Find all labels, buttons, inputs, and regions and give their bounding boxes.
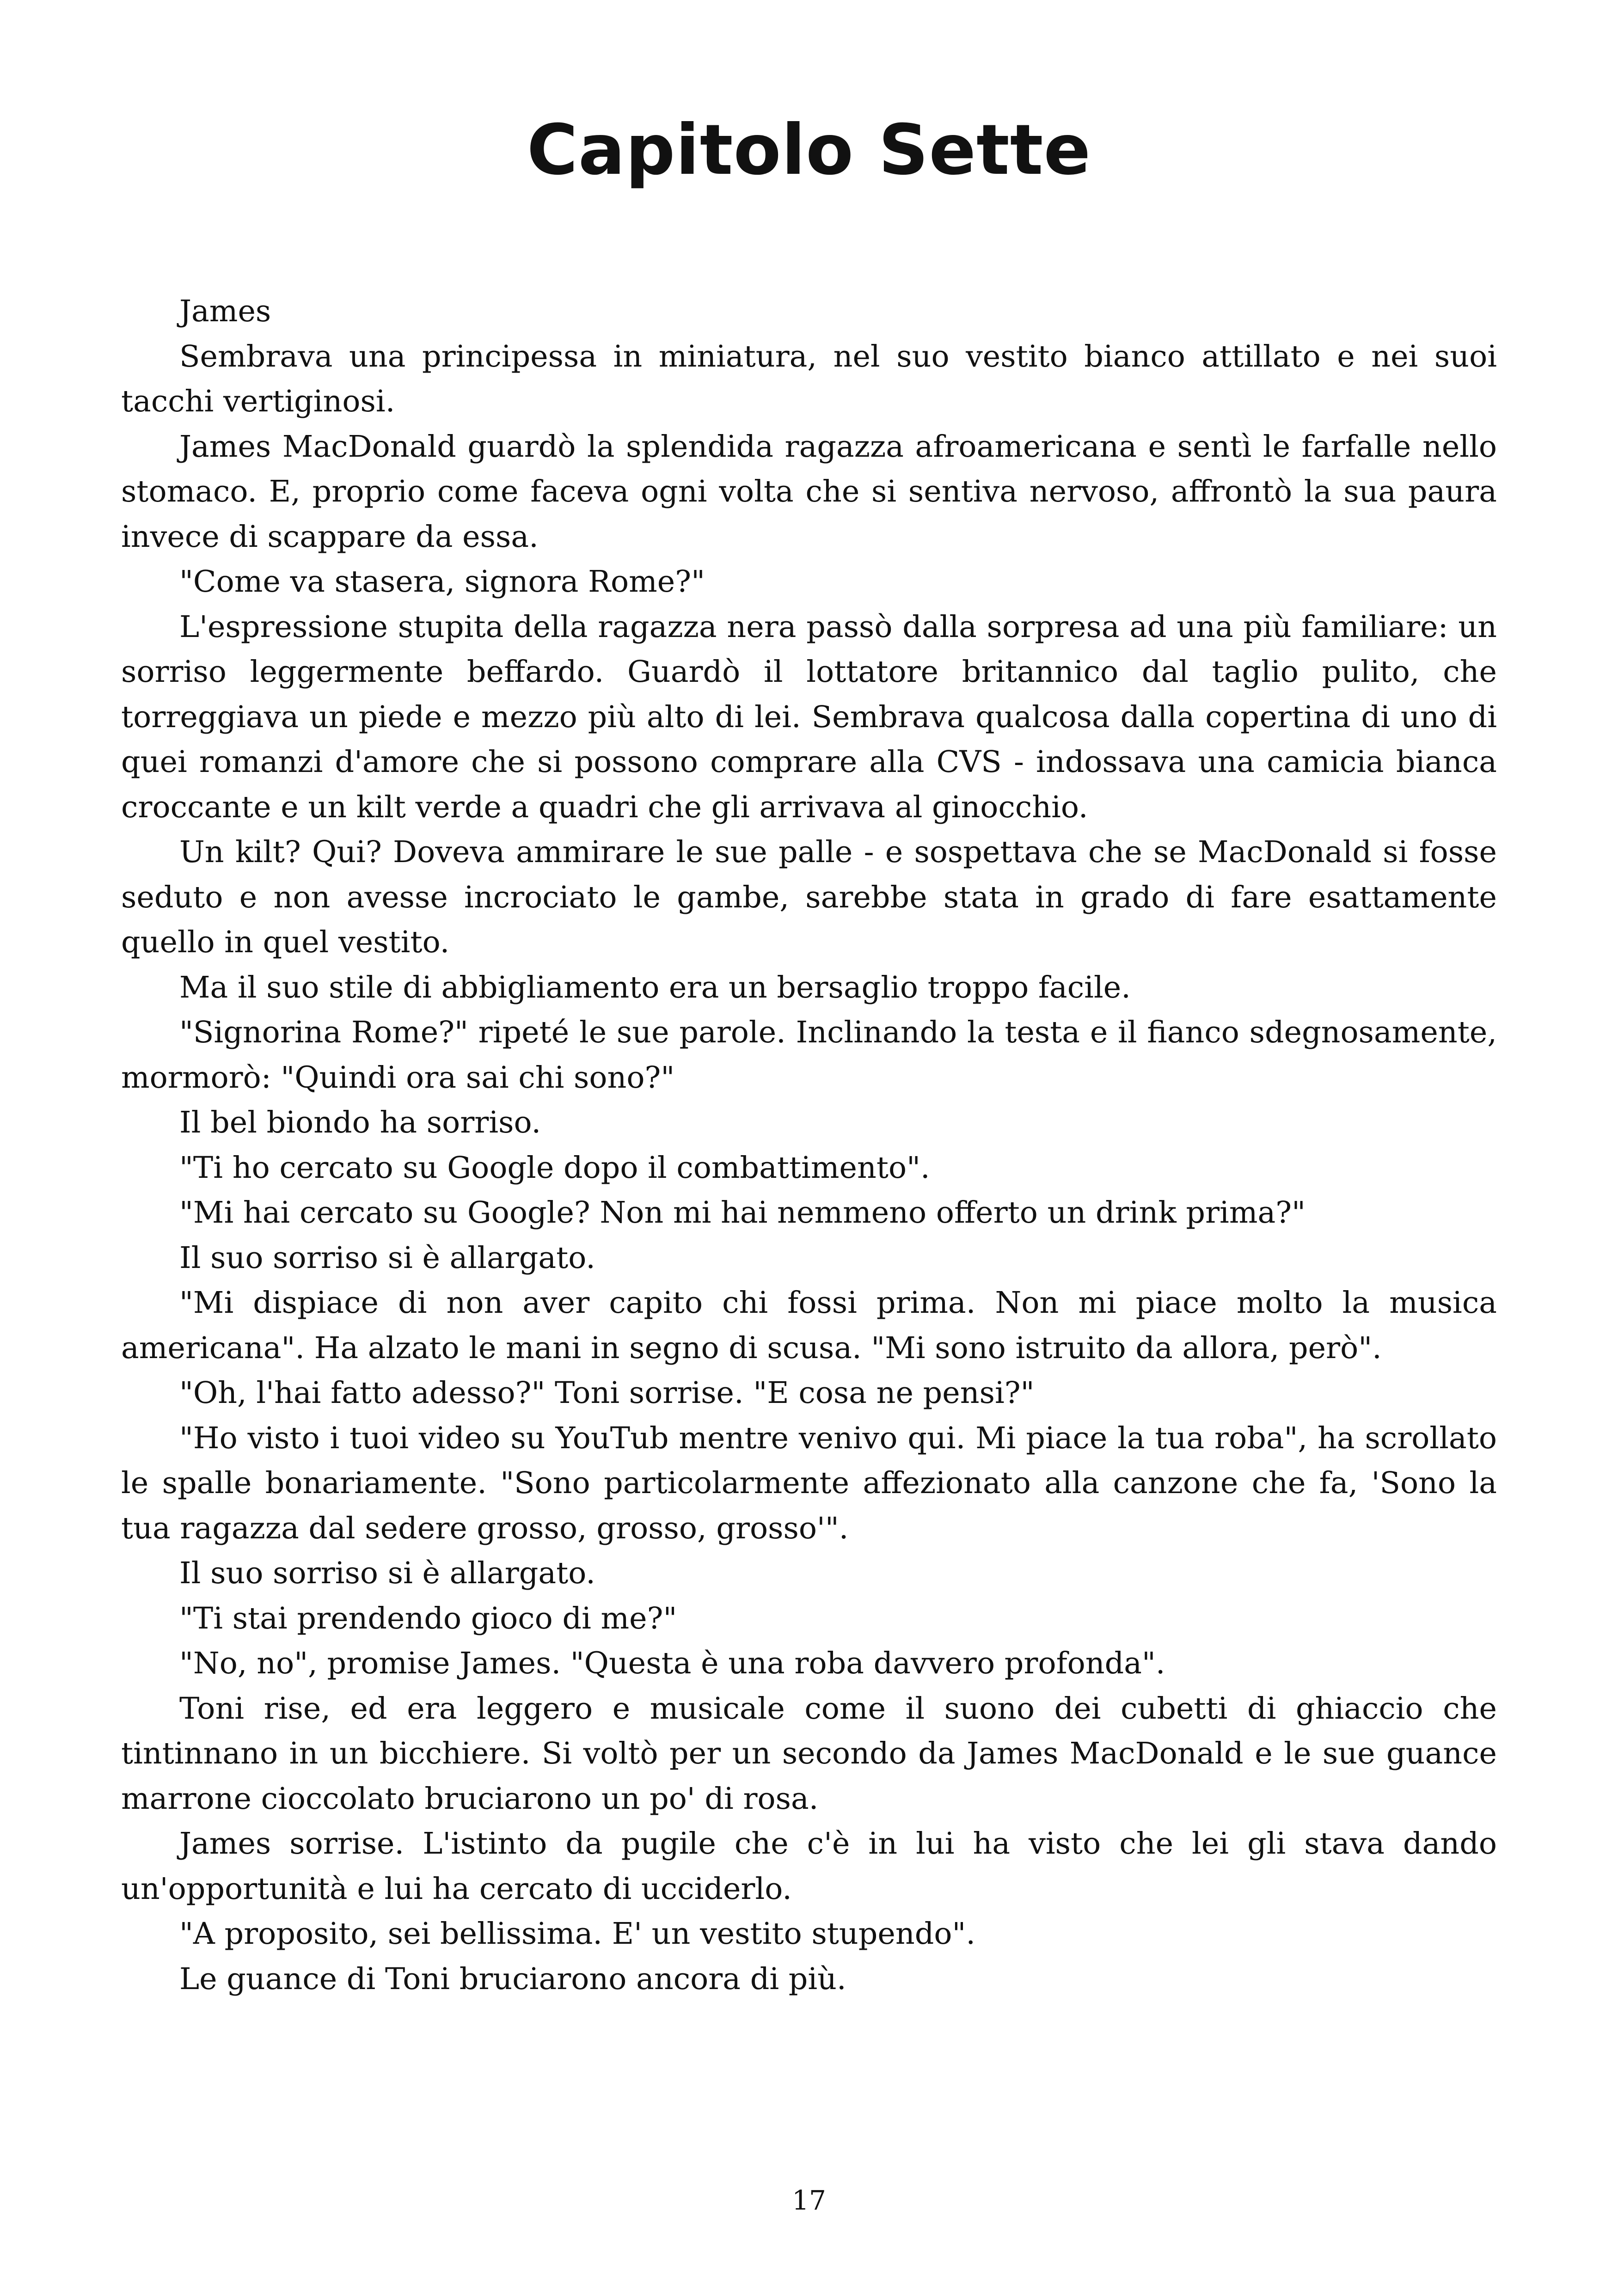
paragraph: "Ho visto i tuoi video su YouTub mentre venivo qui. Mi piace la tua roba", ha scrollato le spalle bonariamente. "Sono particolarmente affezionato alla canzone che fa, 'Sono la tua ragazza dal sedere grosso, grosso, grosso'". [121,1420,1497,1546]
paragraph: "Signorina Rome?" ripeté le sue parole. Inclinando la testa e il fianco sdegnosamente, mormorò: "Quindi ora sai chi sono?" [121,1015,1497,1095]
paragraph: "Mi hai cercato su Google? Non mi hai nemmeno offerto un drink prima?" [179,1195,1305,1230]
paragraph: Il suo sorriso si è allargato. [179,1556,595,1591]
paragraph: "No, no", promise James. "Questa è una roba davvero profonda". [179,1646,1165,1681]
paragraph: Un kilt? Qui? Doveva ammirare le sue palle - e sospettava che se MacDonald si fosse seduto e non avesse incrociato le gambe, sarebbe stata in grado di fare esattamente quello in quel vestito. [121,835,1497,960]
chapter-body [121,289,1497,2002]
chapter-title: Capitolo Sette [527,110,1091,190]
paragraph: "A proposito, sei bellissima. E' un vestito stupendo". [179,1916,976,1951]
paragraph: Toni rise, ed era leggero e musicale come il suono dei cubetti di ghiaccio che tintinnano in un bicchiere. Si voltò per un secondo da James MacDonald e le sue guance marrone cioccolato bruciarono un po' di rosa. [121,1691,1497,1816]
paragraph: James MacDonald guardò la splendida ragazza afroamericana e sentì le farfalle nello stomaco. E, proprio come faceva ogni volta che si sentiva nervoso, affrontò la sua paura invece di scappare da essa. [121,429,1497,554]
paragraph: James sorrise. L'istinto da pugile che c'è in lui ha visto che lei gli stava dando un'opportunità e lui ha cercato di ucciderlo. [121,1826,1497,1906]
paragraph: James [179,294,271,329]
paragraph: L'espressione stupita della ragazza nera passò dalla sorpresa ad una più familiare: un sorriso leggermente beffardo. Guardò il lottatore britannico dal taglio pulito, che torreggiava un piede e mezzo più alto di lei. Sembrava qualcosa dalla copertina di uno di quei romanzi d'amore che si possono comprare alla CVS - indossava una camicia bianca croccante e un kilt verde a quadri che gli arrivava al ginocchio. [121,609,1497,825]
paragraph: "Come va stasera, signora Rome?" [179,564,705,599]
paragraph: "Ti stai prendendo gioco di me?" [179,1601,677,1636]
paragraph: "Mi dispiace di non aver capito chi fossi prima. Non mi piace molto la musica americana". Ha alzato le mani in segno di scusa. "Mi sono istruito da allora, però". [121,1286,1497,1365]
page-number: 17 [792,2185,826,2216]
paragraph: Ma il suo stile di abbigliamento era un bersaglio troppo facile. [179,970,1131,1005]
paragraph: Le guance di Toni bruciarono ancora di più. [179,1961,846,1996]
paragraph: "Ti ho cercato su Google dopo il combattimento". [179,1150,930,1185]
paragraph: Sembrava una principessa in miniatura, nel suo vestito bianco attillato e nei suoi tacchi vertiginosi. [121,339,1497,419]
paragraph: "Oh, l'hai fatto adesso?" Toni sorrise. "E cosa ne pensi?" [179,1376,1035,1410]
paragraph: Il bel biondo ha sorriso. [179,1105,541,1140]
paragraph: Il suo sorriso si è allargato. [179,1240,595,1275]
